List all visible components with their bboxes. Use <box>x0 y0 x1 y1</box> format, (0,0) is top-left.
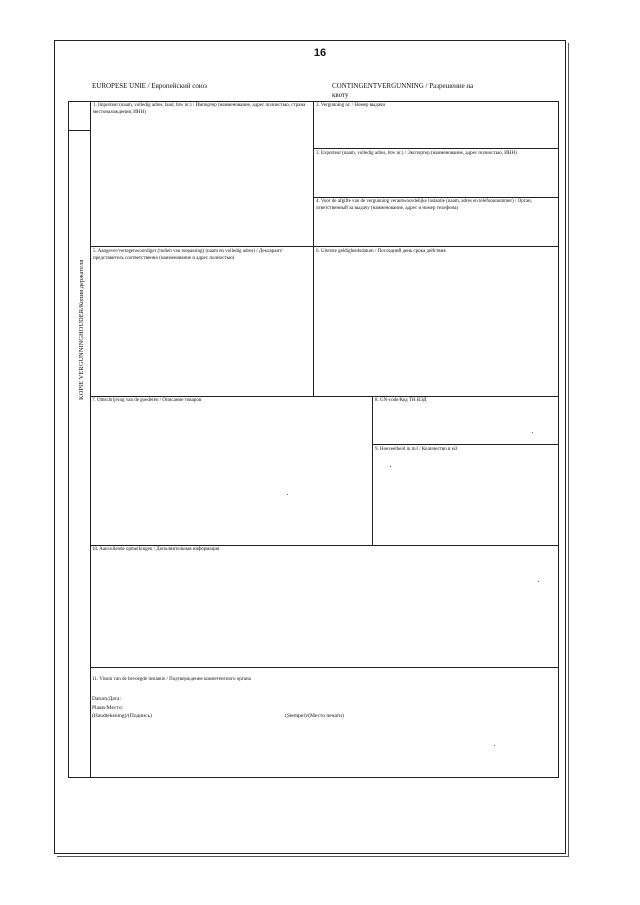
field-6-expiry-date: 6. Uiterste geldigheidsdatum / Последний день срока действия <box>316 249 446 254</box>
scan-speck <box>494 745 495 746</box>
field-1-importer: 1. Importeur (naam, volledig adres, land, btw nr.) / Импортер (наименование, адрес полностью, страна местонахождения, ИНН) <box>93 103 306 115</box>
rule-row-5 <box>90 667 559 668</box>
side-label: KOPIE VERGUNNINGHOUDER/Копия держателя <box>78 259 85 400</box>
visa-stamp: (Stempel)/(Место печати) <box>285 713 344 719</box>
column-divider-goods <box>372 396 373 545</box>
field-2-license-number: 2. Vergunning nr. / Номер выдачи <box>316 103 386 108</box>
side-strip <box>68 130 90 778</box>
header-left: EUROPESE UNIE / Европейский союз <box>92 82 207 90</box>
field-10-remarks: 10. Aanvullende opmerkingen / Дополнительная информация <box>92 547 220 552</box>
field-11-visa: 11. Visum van de bevoegde instantie / Подтверждение компетентного органа <box>92 677 251 682</box>
rule-row-4 <box>90 545 559 546</box>
field-3-exporter: 3. Exporteur (naam, volledig adres, btw nr.) / Экспортер (наименование, адрес полностью, ИНН) <box>316 151 517 156</box>
header-right: CONTINGENTVERGUNNING / Разрешение на квоту <box>332 82 474 99</box>
visa-signature: (Handtekening)/(Подпись) <box>92 713 152 719</box>
scan-speck <box>390 466 391 467</box>
visa-place: Plaats/Место: <box>92 705 124 711</box>
rule-8-9 <box>372 444 559 445</box>
field-4-issuing-authority: 4. Voor de afgifte van de vergunning verantwoordelijke instantie (naam, adres en telefoonnummer) / Орган, ответственный за выдачу (наименование, адрес и номер телефона) <box>316 199 532 211</box>
field-5-declarant: 5. Aangever/vertegenwoordiger (indien van toepassing) (naam en volledig adres) / Декларант/представитель соответственно (наименование и адрес полностью) <box>93 249 283 261</box>
field-9-quantity: 9. Hoeveelheid in m3 / Количество в м3 <box>375 447 458 452</box>
rule-3-4 <box>313 197 559 198</box>
rule-row-2 <box>90 246 559 247</box>
field-8-cn-code: 8. GN-code/Код ТН ВЭД <box>375 398 427 403</box>
page-number: 16 <box>313 47 327 59</box>
scan-speck <box>532 432 533 433</box>
rule-2-3 <box>313 148 559 149</box>
scan-speck <box>287 494 288 495</box>
field-7-goods-description: 7. Omschrijving van de goederen / Описание товаров <box>92 398 202 403</box>
visa-date: Datum/Дата: <box>92 696 121 702</box>
scan-speck <box>538 581 539 582</box>
column-divider-top <box>313 101 314 396</box>
rule-row-3 <box>90 396 559 397</box>
